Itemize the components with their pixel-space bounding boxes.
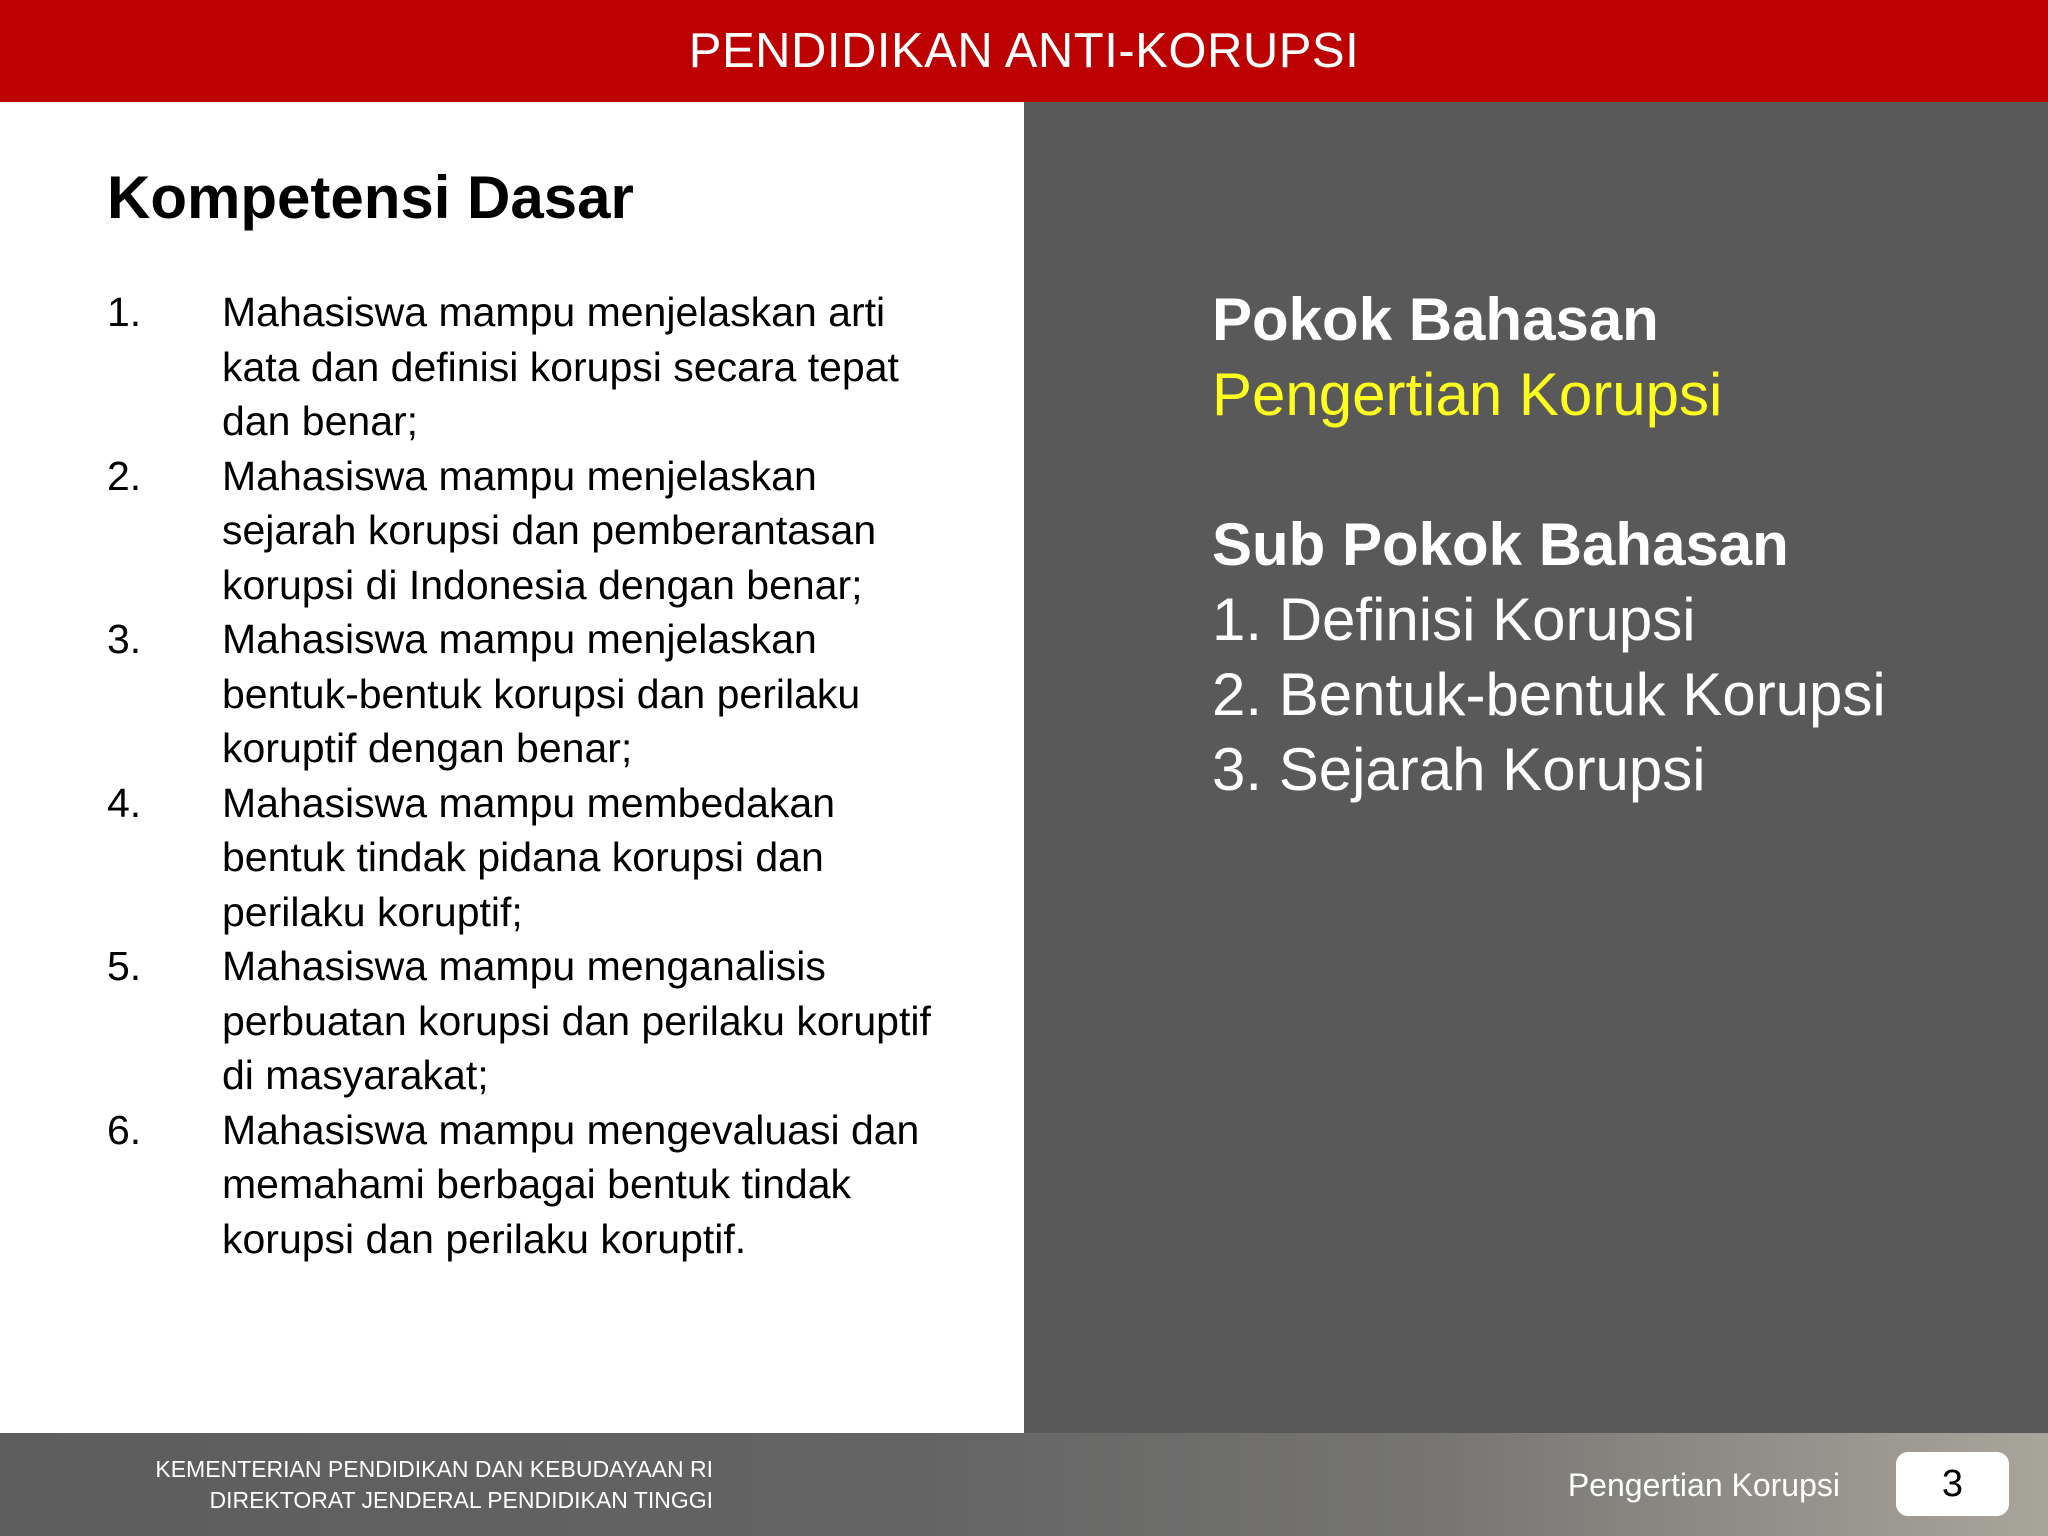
topic-block [1212, 282, 2012, 807]
slide-footer [0, 1433, 2048, 1536]
kompetensi-item-text: Mahasiswa mampu membedakan bentuk tindak pidana korupsi dan perilaku koruptif; [222, 779, 835, 935]
kompetensi-item [107, 776, 947, 940]
page-number-badge [1896, 1452, 2009, 1516]
kompetensi-heading: Kompetensi Dasar [107, 164, 634, 231]
kompetensi-item-number: 3. [107, 616, 142, 662]
kompetensi-item [107, 939, 947, 1103]
pokok-bahasan-heading: Pokok Bahasan [1212, 286, 1659, 353]
pokok-bahasan-value: Pengertian Korupsi [1212, 361, 1723, 428]
slide-header [0, 0, 2048, 102]
kompetensi-item-number: 6. [107, 1106, 142, 1153]
kompetensi-list [107, 285, 947, 1266]
kompetensi-item-number: 4. [107, 779, 142, 826]
kompetensi-item-text: Mahasiswa mampu mengevaluasi dan memahami berbagai bentuk tindak korupsi dan perilaku koruptif. [222, 1106, 920, 1262]
slide-header-title: PENDIDIKAN ANTI-KORUPSI [688, 24, 1360, 78]
kompetensi-item [107, 285, 947, 449]
topic-panel [1024, 102, 2048, 1433]
footer-topic: Pengertian Korupsi [1567, 1467, 1840, 1503]
kompetensi-item [107, 1103, 947, 1267]
kompetensi-item-number: 5. [107, 943, 142, 989]
sub-pokok-item: 3. Sejarah Korupsi [1212, 736, 1706, 803]
kompetensi-item-text: Mahasiswa mampu menjelaskan sejarah korupsi dan pemberantasan korupsi di Indonesia dengan benar; [222, 452, 877, 608]
kompetensi-item [107, 612, 947, 776]
footer-org-line-1: KEMENTERIAN PENDIDIKAN DAN KEBUDAYAAN RI [155, 1456, 713, 1482]
kompetensi-item [107, 449, 947, 613]
sub-pokok-bahasan-heading: Sub Pokok Bahasan [1212, 511, 1789, 578]
footer-org-line-2: DIREKTORAT JENDERAL PENDIDIKAN TINGGI [209, 1487, 713, 1513]
kompetensi-item-number: 1. [107, 289, 142, 335]
kompetensi-item-text: Mahasiswa mampu menganalisis perbuatan korupsi dan perilaku koruptif di masyarakat; [222, 943, 931, 1098]
kompetensi-item-text: Mahasiswa mampu menjelaskan arti kata dan definisi korupsi secara tepat dan benar; [222, 289, 899, 444]
page-number: 3 [1941, 1462, 1964, 1505]
kompetensi-item-text: Mahasiswa mampu menjelaskan bentuk-bentuk korupsi dan perilaku koruptif dengan benar; [222, 616, 861, 771]
sub-pokok-bahasan-list [1212, 582, 2012, 807]
kompetensi-panel [0, 102, 1024, 1433]
kompetensi-item-number: 2. [107, 452, 142, 499]
sub-pokok-item: 2. Bentuk-bentuk Korupsi [1212, 661, 1886, 728]
sub-pokok-item: 1. Definisi Korupsi [1212, 586, 1696, 653]
